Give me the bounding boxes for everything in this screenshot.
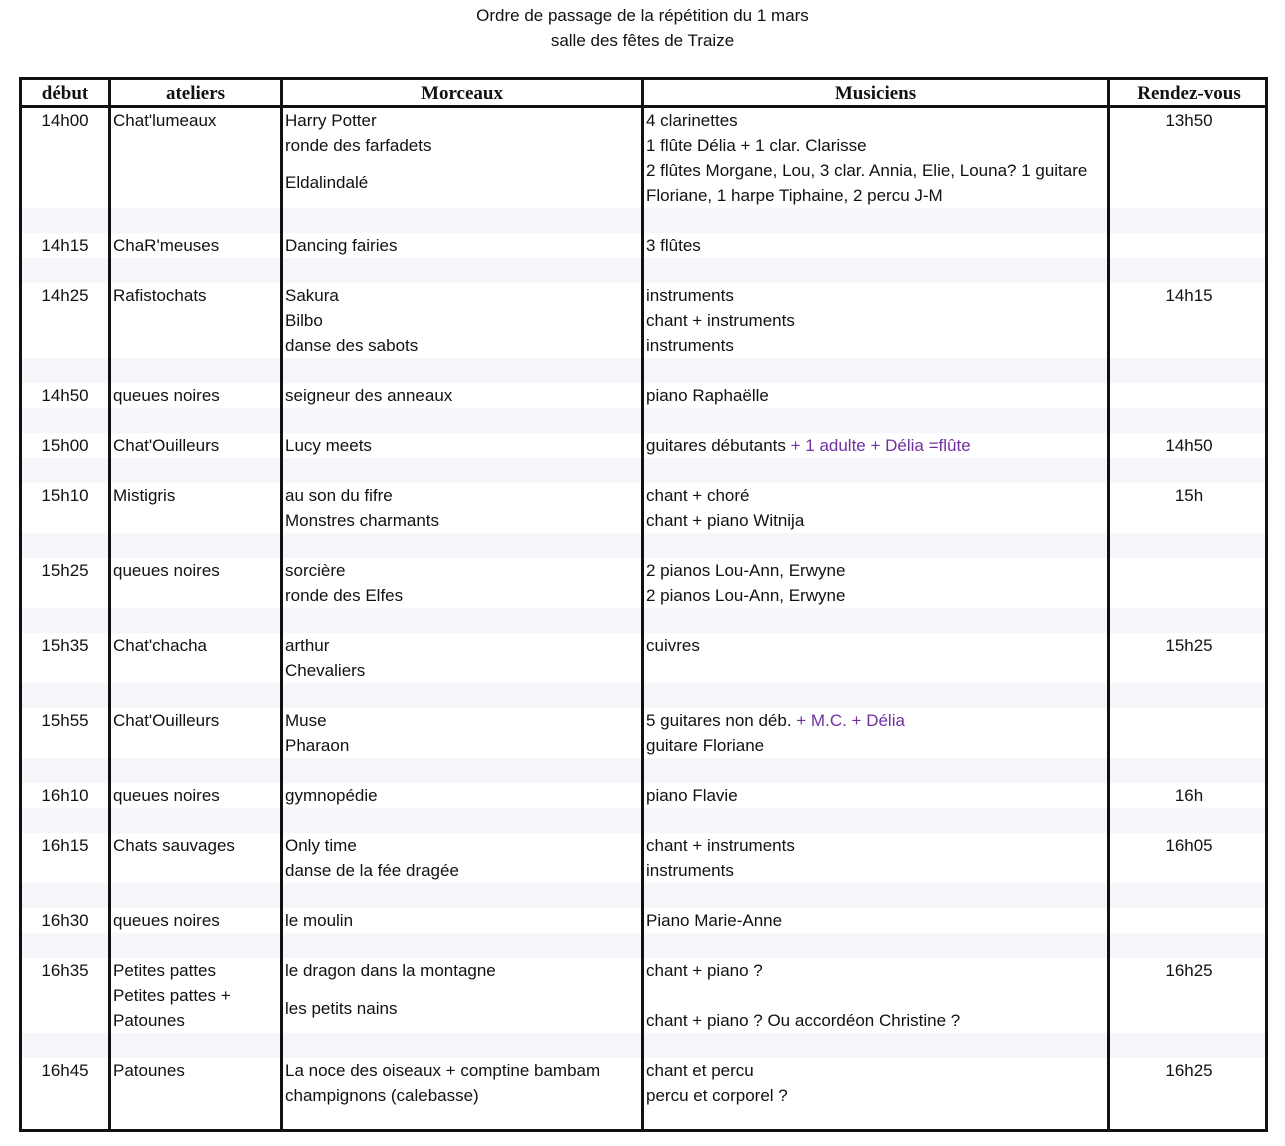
workshop-name: Chat'Ouilleurs (113, 711, 220, 730)
meeting-time: 16h25 (1165, 1061, 1213, 1080)
workshop-name: Chats sauvages (113, 836, 235, 855)
piece-title: Chevaliers (285, 661, 366, 680)
piece-title: ronde des farfadets (285, 136, 432, 155)
workshop-name: queues noires (113, 911, 220, 930)
musicians-main: 5 guitares non déb. (646, 711, 792, 730)
musicians-text: piano Flavie (646, 786, 738, 805)
musicians-text: percu et corporel ? (646, 1086, 788, 1105)
workshop-name: Mistigris (113, 486, 176, 505)
musicians-text: 2 pianos Lou-Ann, Erwyne (646, 586, 846, 605)
workshop-name: queues noires (113, 561, 220, 580)
musicians-addition: + M.C. + Délia (791, 711, 905, 730)
piece-title: Muse (285, 711, 327, 730)
musicians-text: cuivres (646, 636, 700, 655)
start-time: 14h50 (41, 386, 89, 405)
musicians-text: 2 pianos Lou-Ann, Erwyne (646, 561, 846, 580)
piece-title: les petits nains (285, 999, 398, 1018)
document-title: Ordre de passage de la répétition du 1 mars (476, 6, 809, 25)
start-time: 16h10 (41, 786, 89, 805)
start-time: 15h55 (41, 711, 89, 730)
piece-title: seigneur des anneaux (285, 386, 453, 405)
start-time: 15h10 (41, 486, 89, 505)
workshop-name: queues noires (113, 786, 220, 805)
start-time: 16h35 (41, 961, 89, 980)
document-subtitle: salle des fêtes de Traize (550, 31, 735, 50)
header-ateliers: ateliers (165, 83, 226, 104)
column-divider (641, 80, 644, 1129)
piece-title: au son du fifre (285, 486, 393, 505)
piece-title: gymnopédie (285, 786, 378, 805)
workshop-name: Rafistochats (113, 286, 207, 305)
workshop-name: Petites pattes (113, 961, 217, 980)
musicians-text (646, 708, 905, 733)
musicians-text: chant + choré (646, 486, 750, 505)
meeting-time: 13h50 (1165, 111, 1213, 130)
piece-title: Sakura (285, 286, 339, 305)
piece-title: sorcière (285, 561, 346, 580)
start-time: 16h15 (41, 836, 89, 855)
start-time: 15h35 (41, 636, 89, 655)
column-divider (280, 80, 283, 1129)
meeting-time: 16h (1174, 786, 1204, 805)
workshop-name: Chat'chacha (113, 636, 207, 655)
workshop-name: Petites pattes + (113, 986, 231, 1005)
meeting-time: 14h15 (1165, 286, 1213, 305)
piece-title: danse des sabots (285, 336, 419, 355)
piece-title: Pharaon (285, 736, 350, 755)
column-divider (108, 80, 111, 1129)
workshop-name: queues noires (113, 386, 220, 405)
header-debut: début (41, 83, 89, 104)
piece-title: danse de la fée dragée (285, 861, 459, 880)
workshop-name: Chat'Ouilleurs (113, 436, 220, 455)
piece-title: champignons (calebasse) (285, 1086, 479, 1105)
musicians-text: 4 clarinettes (646, 111, 738, 130)
meeting-time: 14h50 (1165, 436, 1213, 455)
piece-title: le moulin (285, 911, 354, 930)
meeting-time: 15h25 (1165, 636, 1213, 655)
piece-title: Bilbo (285, 311, 323, 330)
musicians-text: chant + instruments (646, 311, 795, 330)
workshop-name: Chat'lumeaux (113, 111, 217, 130)
piece-title: ronde des Elfes (285, 586, 404, 605)
piece-title: Dancing fairies (285, 236, 398, 255)
start-time: 16h45 (41, 1061, 89, 1080)
musicians-text: Floriane, 1 harpe Tiphaine, 2 percu J-M (646, 186, 943, 205)
start-time: 14h15 (41, 236, 89, 255)
musicians-main: guitares débutants (646, 436, 786, 455)
start-time: 15h25 (41, 561, 89, 580)
start-time: 16h30 (41, 911, 89, 930)
piece-title: Monstres charmants (285, 511, 439, 530)
musicians-text: instruments (646, 336, 734, 355)
piece-title: Harry Potter (285, 111, 377, 130)
start-time: 14h00 (41, 111, 89, 130)
musicians-text: instruments (646, 861, 734, 880)
musicians-text: chant + instruments (646, 836, 795, 855)
musicians-text: 1 flûte Délia + 1 clar. Clarisse (646, 136, 867, 155)
start-time: 14h25 (41, 286, 89, 305)
workshop-name: ChaR'meuses (113, 236, 220, 255)
piece-title: Only time (285, 836, 357, 855)
piece-title: le dragon dans la montagne (285, 961, 496, 980)
musicians-text: chant + piano Witnija (646, 511, 805, 530)
header-rendez-vous: Rendez-vous (1137, 83, 1241, 104)
musicians-text: 3 flûtes (646, 236, 701, 255)
musicians-text: guitare Floriane (646, 736, 765, 755)
schedule-table (19, 77, 1268, 1132)
piece-title: Eldalindalé (285, 173, 369, 192)
workshop-name: Patounes (113, 1011, 185, 1030)
meeting-time: 16h25 (1165, 961, 1213, 980)
header-morceaux: Morceaux (421, 83, 503, 104)
musicians-text: chant + piano ? (646, 961, 763, 980)
musicians-addition: + 1 adulte + Délia =flûte (785, 436, 971, 455)
musicians-text: Piano Marie-Anne (646, 911, 783, 930)
musicians-text: chant et percu (646, 1061, 754, 1080)
start-time: 15h00 (41, 436, 89, 455)
musicians-text: 2 flûtes Morgane, Lou, 3 clar. Annia, Elie, Louna? 1 guitare (646, 161, 1088, 180)
musicians-text: chant + piano ? Ou accordéon Christine ? (646, 1011, 961, 1030)
header-musiciens: Musiciens (834, 83, 917, 104)
piece-title: arthur (285, 636, 330, 655)
musicians-text (646, 433, 971, 458)
workshop-name: Patounes (113, 1061, 185, 1080)
piece-title: La noce des oiseaux + comptine bambam (285, 1061, 601, 1080)
meeting-time: 16h05 (1165, 836, 1213, 855)
piece-title: Lucy meets (285, 436, 372, 455)
meeting-time: 15h (1174, 486, 1204, 505)
musicians-text: instruments (646, 286, 734, 305)
musicians-text: piano Raphaëlle (646, 386, 769, 405)
